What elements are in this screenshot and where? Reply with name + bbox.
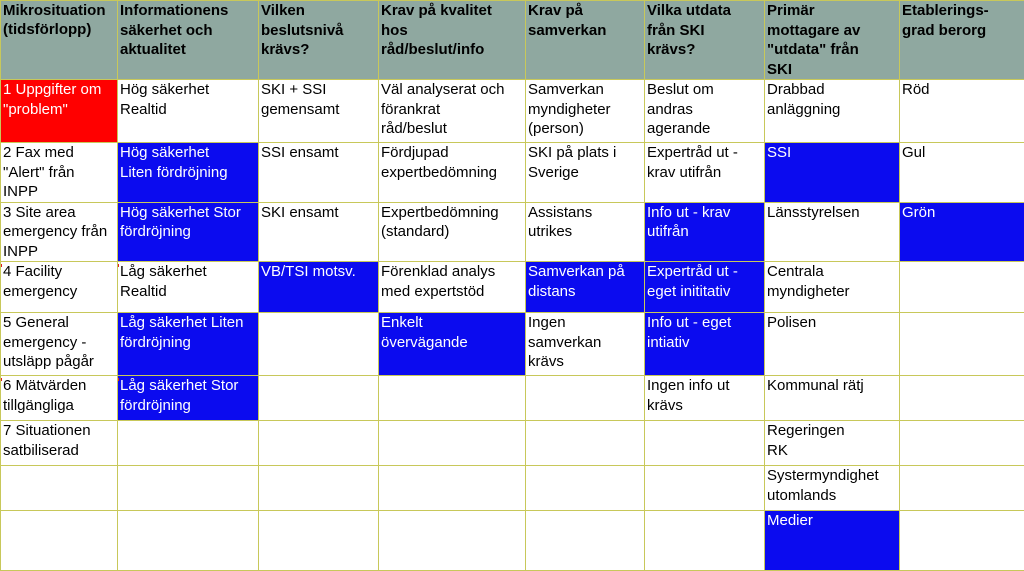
table-cell: Fördjupad expertbedömning [379, 143, 526, 203]
table-row [1, 376, 1024, 421]
table-cell: Samverkan på distans [526, 262, 645, 313]
table-cell: Assistans utrikes [526, 202, 645, 262]
header-cell: Krav på kvalitet hos råd/beslut/info [379, 1, 526, 80]
table-cell: 4 Facility emergency [1, 262, 118, 313]
table-cell [900, 376, 1024, 421]
table-cell: Ingen samverkan krävs [526, 313, 645, 376]
table-row [1, 80, 1024, 143]
table-cell: Länsstyrelsen [765, 202, 900, 262]
table-cell: Röd [900, 80, 1024, 143]
table-cell: SSI ensamt [259, 143, 379, 203]
table-cell: Systermyndighet utomlands [765, 466, 900, 511]
table-cell: Samverkan myndigheter (person) [526, 80, 645, 143]
table-cell [259, 376, 379, 421]
table-cell [900, 313, 1024, 376]
table-cell: 3 Site area emergency från INPP [1, 202, 118, 262]
table-cell [645, 466, 765, 511]
table-cell: Beslut om andras agerande [645, 80, 765, 143]
table-cell [645, 511, 765, 571]
table-cell [379, 511, 526, 571]
table-cell: Expertbedömning (standard) [379, 202, 526, 262]
table-cell [379, 421, 526, 466]
table-cell: Centrala myndigheter [765, 262, 900, 313]
table-cell: Expertråd ut - krav utifrån [645, 143, 765, 203]
table-cell [379, 466, 526, 511]
table-row [1, 466, 1024, 511]
table-cell [259, 511, 379, 571]
table-cell: Info ut - krav utifrån [645, 202, 765, 262]
table-cell: Hög säkerhet Stor fördröjning [118, 202, 259, 262]
table-cell: 6 Mätvärden tillgängliga [1, 376, 118, 421]
table-cell [379, 376, 526, 421]
header-cell: Krav på samverkan [526, 1, 645, 80]
table-cell: Ingen info ut krävs [645, 376, 765, 421]
table-cell: Väl analyserat och förankrat råd/beslut [379, 80, 526, 143]
table-cell [259, 421, 379, 466]
table-cell: 2 Fax med "Alert" från INPP [1, 143, 118, 203]
table-cell: Medier [765, 511, 900, 571]
header-cell: Vilka utdata från SKI krävs? [645, 1, 765, 80]
table-cell [1, 466, 118, 511]
table-cell: Polisen [765, 313, 900, 376]
header-cell: Mikrosituation (tidsförlopp) [1, 1, 118, 80]
table-cell: SKI på plats i Sverige [526, 143, 645, 203]
table-cell [645, 421, 765, 466]
table-cell [526, 421, 645, 466]
header-row [1, 1, 1024, 80]
table-row [1, 313, 1024, 376]
table-cell [259, 313, 379, 376]
table-cell [259, 466, 379, 511]
table-cell: Drabbad anläggning [765, 80, 900, 143]
table-cell: Förenklad analys med expertstöd [379, 262, 526, 313]
table-cell: Expertråd ut - eget inititativ [645, 262, 765, 313]
table-row [1, 202, 1024, 262]
table-cell [526, 466, 645, 511]
table-cell: Hög säkerhet Realtid [118, 80, 259, 143]
table-cell [118, 466, 259, 511]
table-cell: Gul [900, 143, 1024, 203]
table-cell [900, 421, 1024, 466]
table-cell: VB/TSI motsv. [259, 262, 379, 313]
header-cell: Etablerings- grad berorg [900, 1, 1024, 80]
table-cell: Hög säkerhet Liten fördröjning [118, 143, 259, 203]
table-cell [900, 262, 1024, 313]
table-cell: 5 General emergency - utsläpp pågår [1, 313, 118, 376]
table-row [1, 143, 1024, 203]
table-cell: Grön [900, 202, 1024, 262]
table-row [1, 511, 1024, 571]
header-cell: Primär mottagare av "utdata" från SKI [765, 1, 900, 80]
table-cell [900, 466, 1024, 511]
table-cell: SKI + SSI gemensamt [259, 80, 379, 143]
table-cell: SKI ensamt [259, 202, 379, 262]
table-cell: 1 Uppgifter om "problem" [1, 80, 118, 143]
table-cell: Regeringen RK [765, 421, 900, 466]
table-cell: SSI [765, 143, 900, 203]
table-cell: 7 Situationen satbiliserad [1, 421, 118, 466]
table-cell: Kommunal rätj [765, 376, 900, 421]
table-cell: Låg säkerhet Stor fördröjning [118, 376, 259, 421]
header-cell: Vilken beslutsnivå krävs? [259, 1, 379, 80]
table-cell [118, 421, 259, 466]
table-cell: Info ut - eget intiativ [645, 313, 765, 376]
table-cell [118, 511, 259, 571]
table-row [1, 421, 1024, 466]
table-cell [526, 376, 645, 421]
table-cell [1, 511, 118, 571]
table-cell: Enkelt övervägande [379, 313, 526, 376]
table-cell: Låg säkerhet Realtid [118, 262, 259, 313]
header-cell: Informationens säkerhet och aktualitet [118, 1, 259, 80]
table-cell: Låg säkerhet Liten fördröjning [118, 313, 259, 376]
table-row [1, 262, 1024, 313]
table-cell [900, 511, 1024, 571]
table-cell [526, 511, 645, 571]
